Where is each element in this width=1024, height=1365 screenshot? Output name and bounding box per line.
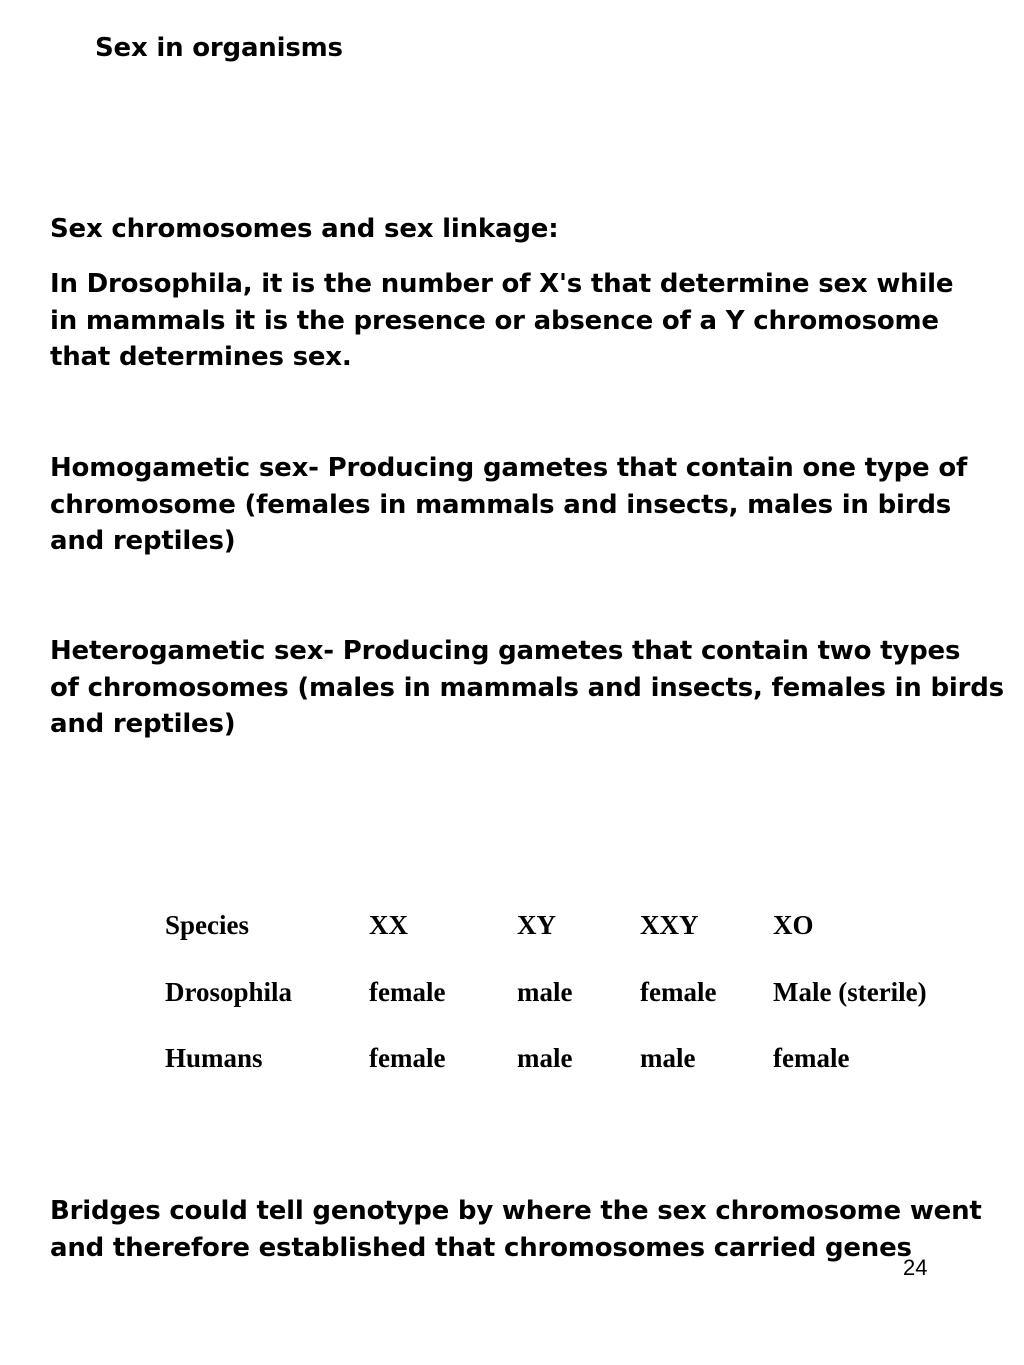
table-header-cell: XX [369, 910, 408, 940]
paragraph-line: and reptiles) [50, 709, 236, 739]
paragraph-line: of chromosomes (males in mammals and insects, females in birds [50, 672, 1004, 703]
table-cell: male [640, 1043, 696, 1073]
paragraph-line: Homogametic sex- Producing gametes that contain one type of [50, 453, 968, 483]
table-header-cell: Species [165, 910, 249, 940]
paragraph-line: that determines sex. [50, 342, 352, 372]
sex-determination-table [165, 910, 973, 1110]
table-header-cell: XO [773, 910, 814, 940]
table-cell: male [517, 976, 573, 1007]
table-cell: female [369, 976, 446, 1007]
table-row [165, 977, 973, 1044]
paragraph-bridges [50, 1193, 982, 1266]
table-cell: Male (sterile) [773, 976, 927, 1007]
paragraph-line: in mammals it is the presence or absence of a Y chromosome [50, 305, 939, 336]
table-header-cell: XY [517, 910, 556, 940]
table-header-cell: XXY [640, 910, 699, 940]
table-header-row [165, 910, 973, 977]
paragraph-homogametic [50, 450, 967, 560]
paragraph-line: and therefore established that chromosomes carried genes [50, 1232, 912, 1263]
paragraph-line: Bridges could tell genotype by where the sex chromosome went [50, 1196, 982, 1226]
paragraph-heterogametic [50, 633, 1004, 743]
table-cell: male [517, 1043, 573, 1073]
table-cell: female [369, 1043, 446, 1073]
page-number: 24 [903, 1255, 928, 1280]
paragraph-line: chromosome (females in mammals and insects, males in birds [50, 489, 952, 520]
paragraph-line: Heterogametic sex- Producing gametes that contain two types [50, 636, 961, 666]
page-title: Sex in organisms [95, 33, 343, 63]
table-row [165, 1043, 973, 1110]
table-cell: female [773, 1043, 850, 1073]
section-heading: Sex chromosomes and sex linkage: [50, 214, 559, 244]
paragraph-line: and reptiles) [50, 526, 236, 556]
paragraph-sex-determination [50, 266, 953, 376]
table-cell: female [640, 976, 717, 1007]
paragraph-line: In Drosophila, it is the number of X's that determine sex while [50, 269, 954, 299]
table-cell: Drosophila [165, 976, 293, 1007]
table-cell: Humans [165, 1043, 263, 1073]
